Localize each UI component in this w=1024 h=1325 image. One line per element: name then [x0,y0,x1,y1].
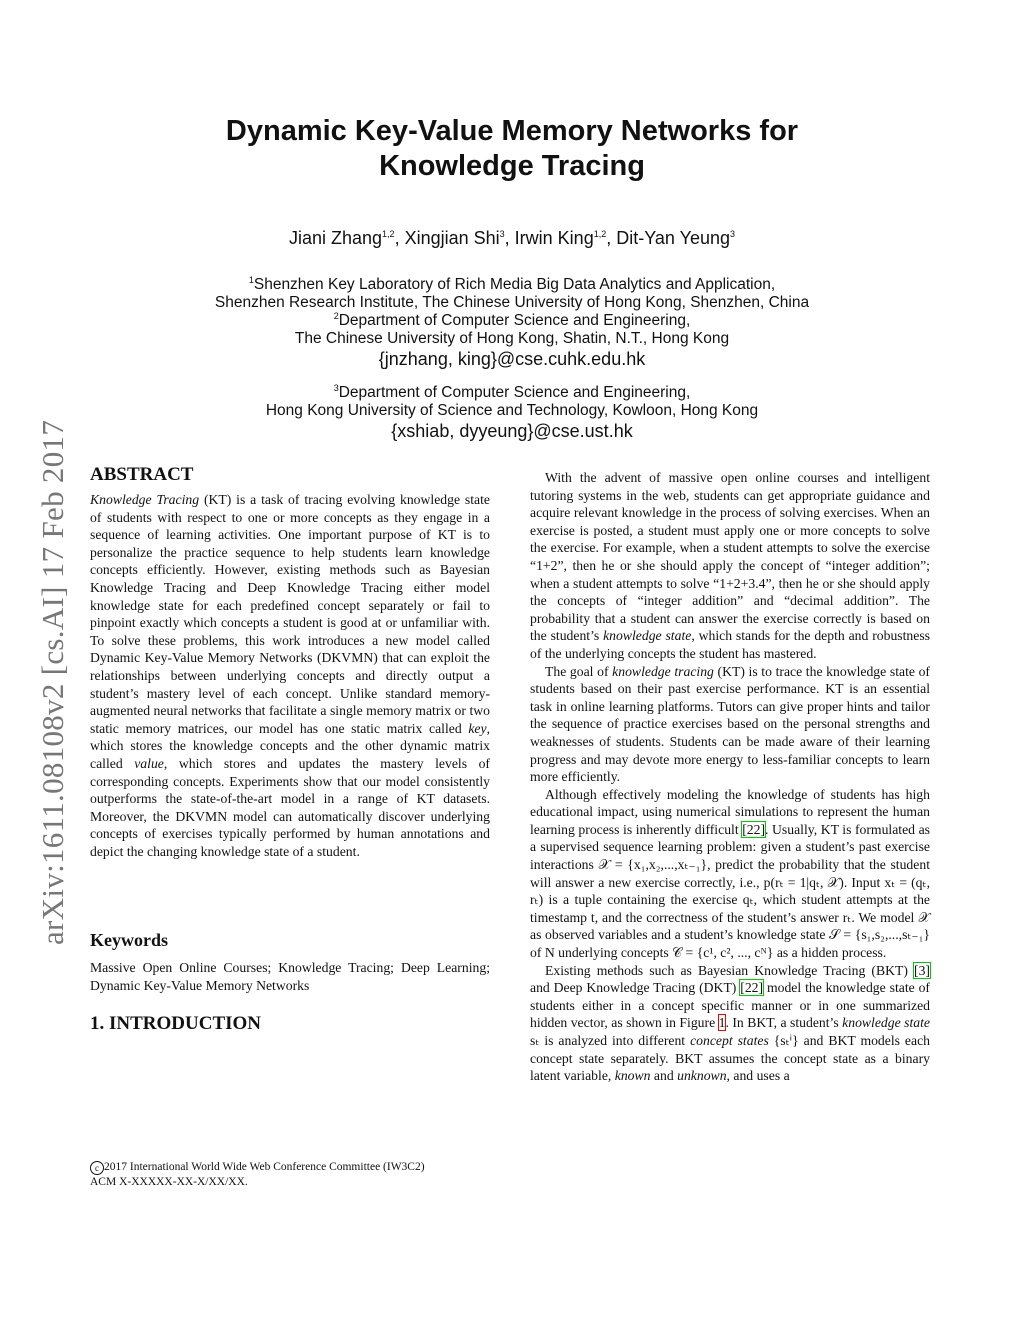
abstract-heading: ABSTRACT [90,464,194,485]
author-affil-sup: 3 [730,229,736,239]
intro-paragraph: Existing methods such as Bayesian Knowledge Tracing (BKT) [3] and Deep Knowledge Tracing (DKT) [22] model the knowledge state of students either in a concept specific manner or in one summarized hidden vector, as shown in Figure 1. In BKT, a student’s knowledge state sₜ is analyzed into different concept states {sₜⁱ} and BKT models each concept state separately. BKT assumes the concept state as a binary latent variable, known and unknown, and uses a [530,962,931,1084]
affiliation-block-1-2 [0,276,1024,370]
intro-paragraph: The goal of knowledge tracing (KT) is to trace the knowledge state of students based on their past exercise performance. KT is an essential task in online learning platforms. Tutors can give proper hints and tailor the sequence of practice exercises based on the personal strengths and weaknesses of students. Students can be made aware of their learning progress and may devote more energy to less-familiar concepts to learn more efficiently. [530,663,930,785]
affiliation-line: The Chinese University of Hong Kong, Shatin, N.T., Hong Kong [294,330,730,347]
arxiv-side-label: arXiv:1611.08108v2 [cs.AI] 17 Feb 2017 [35,419,70,945]
title-line-2: Knowledge Tracing [379,150,645,182]
abstract-body: Knowledge Tracing (KT) is a task of tracing evolving knowledge state of students with respect to one or more concepts as they engage in a sequence of learning activities. One important purpose of KT is to personalize the practice sequence to help students learn knowledge concepts efficiently. However, existing methods such as Bayesian Knowledge Tracing and Deep Knowledge Tracing either model knowledge state for each predefined concept separately or fail to pinpoint exactly which concepts a student is good at or unfamiliar with. To solve these problems, this work introduces a new model called Dynamic Key-Value Memory Networks (DKVMN) that can exploit the relationships between underlying concepts and directly output a student’s mastery level of each concept. Unlike standard memory-augmented neural networks that facilitate a single memory matrix or two static memory matrices, our model has one static matrix called key, which stores the knowledge concepts and the other dynamic matrix called value, which stores and updates the mastery levels of corresponding concepts. Experiments show that our model consistently outperforms the state-of-the-art model in a range of KT datasets. Moreover, the DKVMN model can automatically discover underlying concepts of exercises typically performed by human annotations and depict the changing knowledge state of a student. [90,492,490,859]
citation-link[interactable]: [22] [740,980,764,996]
affiliation-block-3 [0,384,1024,442]
author-name: Dit-Yan Yeung [616,228,730,248]
citation-link[interactable]: [3] [914,962,930,978]
citation-link[interactable]: [22] [742,821,766,837]
author-name: Irwin King [514,228,594,248]
affil-sup: 2 [333,310,339,321]
copyright-footnote: c 2017 International World Wide Web Conference Committee (IW3C2) ACM X-XXXXX-XX-X/XX/XX. [90,1161,425,1188]
introduction-body [530,469,930,1085]
affiliation-line: Shenzhen Key Laboratory of Rich Media Big Data Analytics and Application, [253,276,776,293]
author-name: Xingjian Shi [404,228,500,248]
author-affil-sup: 1,2 [382,229,395,239]
email-address[interactable]: {xshiab, dyyeung}@cse.ust.hk [391,421,633,441]
intro-paragraph: With the advent of massive open online courses and intelligent tutoring systems in the web, students can get appropriate guidance and acquire relevant knowledge in the process of solving exercises. When an exercise is posted, a student must apply one or more concepts to solve the exercise. For example, when a student attempts to solve the exercise “1+2”, then he or she should apply the concept of “integer addition”; when a student attempts to solve “1+2+3.4”, then he or she should apply the concepts of “integer addition” and “decimal addition”. The probability that a student can answer the exercise correctly is based on the student’s knowledge state, which stands for the depth and robustness of the underlying concepts the student has mastered. [530,470,930,661]
affiliation-line: Hong Kong University of Science and Technology, Kowloon, Hong Kong [265,402,759,419]
author-affil-sup: 1,2 [593,229,607,239]
keywords-heading: Keywords [90,930,168,950]
affil-sup: 3 [333,382,339,393]
affiliation-line: Department of Computer Science and Engineering, [338,312,691,329]
email-address[interactable]: {jnzhang, king}@cse.cuhk.edu.hk [378,349,646,369]
title-line-1: Dynamic Key-Value Memory Networks for [225,115,799,147]
copyright-icon: c [90,1161,104,1175]
author-name: Jiani Zhang [288,228,383,248]
author-affil-sup: 3 [499,229,505,239]
paper-title [0,114,1024,184]
affiliation-line: Department of Computer Science and Engineering, [338,384,691,401]
figure-reference-link[interactable]: 1 [718,1015,726,1031]
author-list: Jiani Zhang$^{1,2}$, Xingjian Shi$^3$, Irwin King$^{1,2}$, Dit-Yan Yeung$^3$ [288,228,736,248]
affil-sup: 1 [248,274,254,285]
intro-paragraph: Although effectively modeling the knowledge of students has high educational impact, using numerical simulations to represent the human learning process is inherently difficult [22]. Usually, KT is formulated as a supervised sequence learning problem: given a student’s past exercise interactions 𝒳 = {x₁,x₂,...,xₜ₋₁}, predict the probability that the student will answer a new exercise correctly, i.e., p(rₜ = 1|qₜ, 𝒳). Input xₜ = (qₜ, rₜ) is a tuple containing the exercise qₜ, which student attempts at the timestamp t, and the correctness of the student’s answer rₜ. We model 𝒳 as observed variables and a student’s knowledge state 𝒮 = {s₁,s₂,...,sₜ₋₁} of N underlying concepts 𝒞 = {c¹, c², ..., cᴺ} as a hidden process. [530,786,930,961]
affiliation-line: Shenzhen Research Institute, The Chinese University of Hong Kong, Shenzhen, China [214,294,810,311]
abstract-italic-term: Knowledge Tracing [90,492,200,507]
introduction-heading: 1. INTRODUCTION [90,1013,262,1034]
keywords-body: Massive Open Online Courses; Knowledge Tracing; Deep Learning; Dynamic Key-Value Memory Networks [90,960,490,993]
